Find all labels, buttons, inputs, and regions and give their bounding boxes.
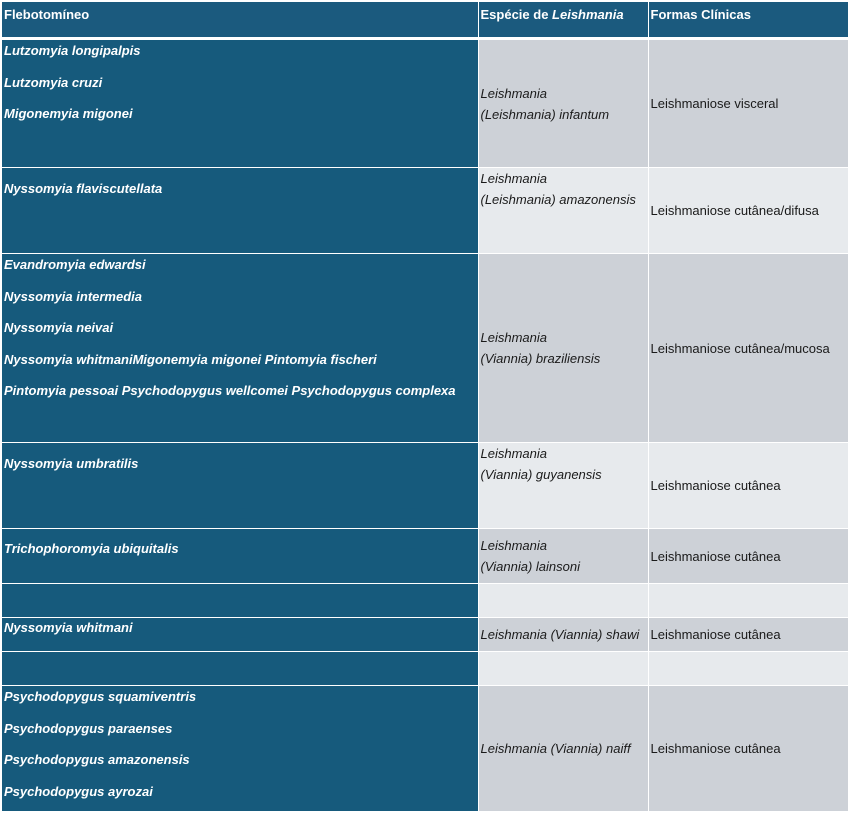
species-line: (Leishmania) amazonensis <box>480 192 636 207</box>
vector-cell <box>2 39 478 168</box>
species-cell <box>478 618 648 652</box>
vector-name: Psychodopygus amazonensis <box>4 752 190 767</box>
species-cell <box>478 254 648 443</box>
clinical-form-cell: Leishmaniose cutânea <box>648 443 848 529</box>
table-row <box>2 254 848 443</box>
clinical-form-cell: Leishmaniose cutânea <box>648 529 848 584</box>
species-line: (Viannia) braziliensis <box>480 351 601 366</box>
vector-name: Trichophoromyia ubiquitalis <box>4 541 179 556</box>
species-cell <box>478 652 648 686</box>
vector-name: Psychodopygus ayrozai <box>4 783 153 799</box>
table-row <box>2 168 848 254</box>
table-row <box>2 584 848 618</box>
species-line: Leishmania (Viannia) naiff <box>480 741 631 756</box>
table-header-row <box>2 2 848 39</box>
vector-name: Psychodopygus squamiventris <box>4 689 197 704</box>
vector-cell <box>2 443 478 529</box>
species-line: Leishmania <box>480 171 547 186</box>
header-flebotomineo: Flebotomíneo <box>2 2 478 39</box>
table-row <box>2 443 848 529</box>
clinical-form-cell: Leishmaniose cutânea/difusa <box>648 168 848 254</box>
vector-cell <box>2 652 478 686</box>
vector-cell <box>2 584 478 618</box>
species-line: Leishmania <box>480 538 547 553</box>
table-row <box>2 618 848 652</box>
species-cell <box>478 584 648 618</box>
vector-name: Evandromyia edwardsi <box>4 257 146 272</box>
clinical-form-cell: Leishmaniose cutânea <box>648 686 848 812</box>
species-line: (Viannia) lainsoni <box>480 559 580 574</box>
species-cell <box>478 168 648 254</box>
species-line: (Viannia) guyanensis <box>480 467 602 482</box>
species-line: Leishmania <box>480 330 547 345</box>
vector-name: Nyssomyia intermedia <box>4 288 143 304</box>
vector-name: Lutzomyia cruzi <box>4 74 103 90</box>
vector-name: Nyssomyia umbratilis <box>4 456 139 471</box>
species-cell <box>478 39 648 168</box>
table-row <box>2 529 848 584</box>
table-row <box>2 652 848 686</box>
species-line: Leishmania (Viannia) shawi <box>480 627 640 642</box>
clinical-form-cell <box>648 584 848 618</box>
clinical-form-cell <box>648 652 848 686</box>
vector-name: Lutzomyia longipalpis <box>4 43 141 58</box>
vector-name: Nyssomyia whitmani <box>4 620 133 635</box>
vector-name: Nyssomyia flaviscutellata <box>4 181 163 196</box>
vector-cell <box>2 254 478 443</box>
vector-name: Psychodopygus paraenses <box>4 720 173 736</box>
vector-name: Nyssomyia whitmaniMigonemyia migonei Pintomyia fischeri <box>4 351 377 367</box>
vector-name: Nyssomyia neivai <box>4 320 114 335</box>
vector-cell <box>2 529 478 584</box>
vector-cell <box>2 168 478 254</box>
species-cell <box>478 529 648 584</box>
vector-name: Pintomyia pessoai Psychodopygus wellcomei Psychodopygus complexa <box>4 383 456 398</box>
species-line: (Leishmania) infantum <box>480 106 610 122</box>
vector-cell <box>2 686 478 812</box>
clinical-form-cell: Leishmaniose visceral <box>648 39 848 168</box>
clinical-form-cell: Leishmaniose cutânea/mucosa <box>648 254 848 443</box>
table-row <box>2 686 848 812</box>
species-line: Leishmania <box>480 446 547 461</box>
species-cell <box>478 686 648 812</box>
table-row <box>2 39 848 168</box>
header-especie: Espécie de Leishmania <box>478 2 648 39</box>
header-formas-clinicas: Formas Clínicas <box>648 2 848 39</box>
vector-name: Migonemyia migonei <box>4 106 133 121</box>
species-line: Leishmania <box>480 85 547 101</box>
vector-cell <box>2 618 478 652</box>
clinical-form-cell: Leishmaniose cutânea <box>648 618 848 652</box>
leishmania-vector-table <box>2 2 849 812</box>
species-cell <box>478 443 648 529</box>
